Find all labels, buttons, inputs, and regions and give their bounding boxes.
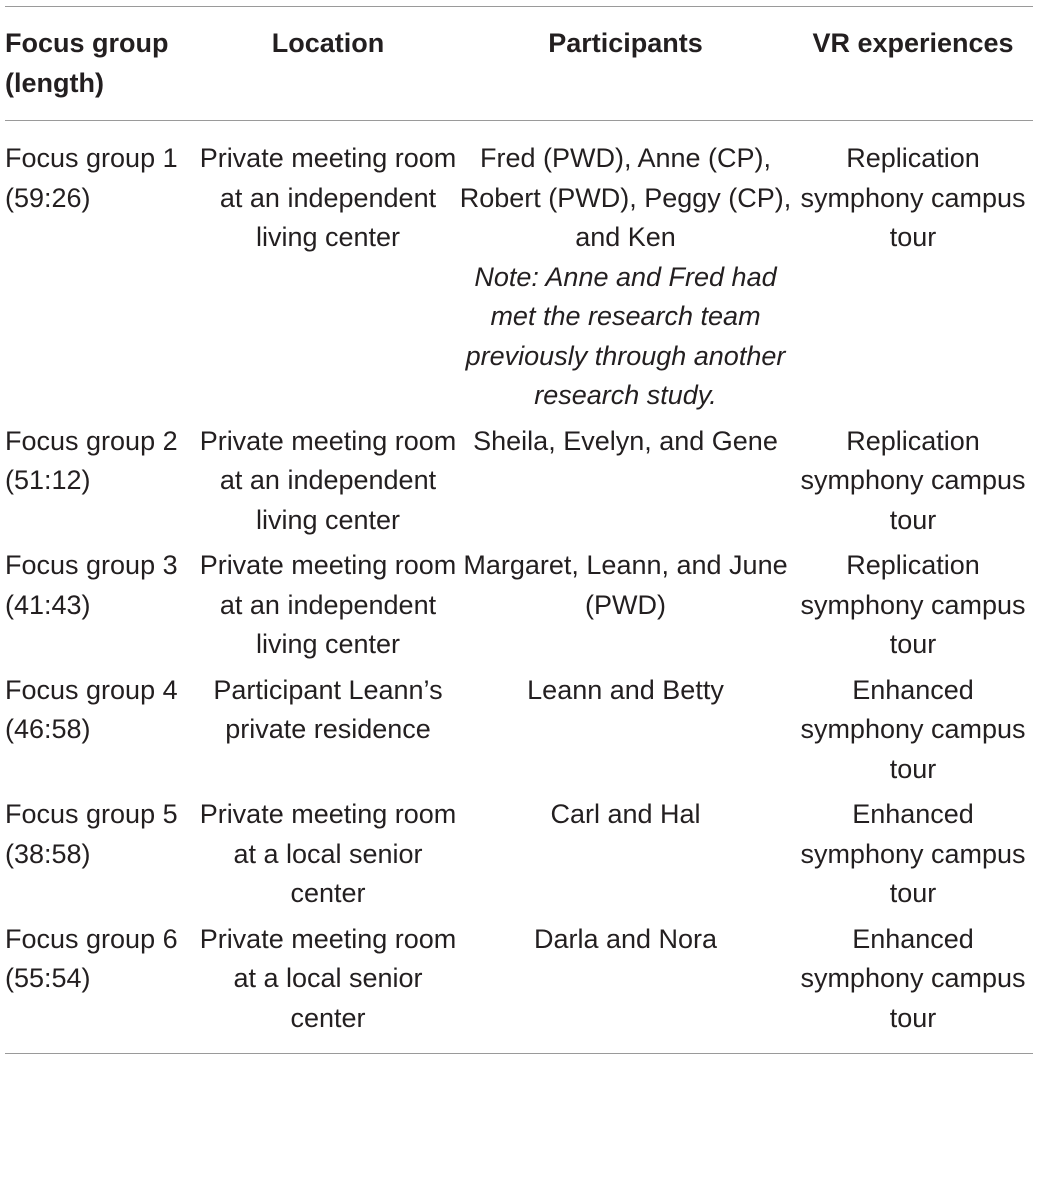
participants-cell: Leann and Betty xyxy=(527,674,724,705)
focus-group-cell: Focus group 2 (51:12) xyxy=(5,425,178,495)
table-row xyxy=(5,546,1033,671)
focus-group-table xyxy=(5,6,1033,1054)
location-cell: Private meeting room at a local senior center xyxy=(199,799,457,908)
participants-cell: Carl and Hal xyxy=(550,799,701,829)
header-vr-experiences: VR experiences xyxy=(812,28,1014,58)
table-row xyxy=(5,121,1033,422)
participants-cell: Margaret, Leann, and June (PWD) xyxy=(463,550,788,620)
location-cell: Private meeting room at an independent living center xyxy=(199,143,457,252)
vr-experience-cell: Replication symphony campus tour xyxy=(800,143,1026,252)
participants-note: Note: Anne and Fred had met the research team previously through another research study. xyxy=(465,261,786,410)
header-location: Location xyxy=(271,28,385,58)
location-cell: Private meeting room at an independent living center xyxy=(199,425,457,535)
table-row xyxy=(5,671,1033,796)
vr-experience-cell: Replication symphony campus tour xyxy=(800,550,1026,659)
participants-cell xyxy=(458,121,793,422)
location-cell: Private meeting room at an independent living center xyxy=(199,550,457,659)
focus-group-cell: Focus group 3 (41:43) xyxy=(5,550,178,620)
vr-experience-cell: Enhanced symphony campus tour xyxy=(800,674,1026,784)
header-focus-group: Focus group (length) xyxy=(5,28,169,98)
location-cell: Participant Leann’s private residence xyxy=(213,674,443,744)
header-participants: Participants xyxy=(548,28,703,58)
header-row xyxy=(5,7,1033,121)
location-cell: Private meeting room at a local senior center xyxy=(199,923,457,1033)
focus-group-cell: Focus group 1 (59:26) xyxy=(5,143,178,213)
table-header xyxy=(5,7,1033,121)
focus-group-cell: Focus group 4 (46:58) xyxy=(5,674,178,744)
focus-group-cell: Focus group 6 (55:54) xyxy=(5,923,178,993)
vr-experience-cell: Enhanced symphony campus tour xyxy=(800,799,1026,908)
participants-text: Fred (PWD), Anne (CP), Robert (PWD), Peggy (CP), and Ken xyxy=(459,143,792,252)
participants-cell: Sheila, Evelyn, and Gene xyxy=(473,425,778,456)
focus-group-cell: Focus group 5 (38:58) xyxy=(5,799,178,869)
table-row xyxy=(5,795,1033,920)
table-row xyxy=(5,920,1033,1054)
table-body xyxy=(5,121,1033,1054)
participants-cell: Darla and Nora xyxy=(533,923,718,954)
table-row xyxy=(5,422,1033,547)
vr-experience-cell: Enhanced symphony campus tour xyxy=(800,923,1026,1033)
vr-experience-cell: Replication symphony campus tour xyxy=(800,425,1026,535)
